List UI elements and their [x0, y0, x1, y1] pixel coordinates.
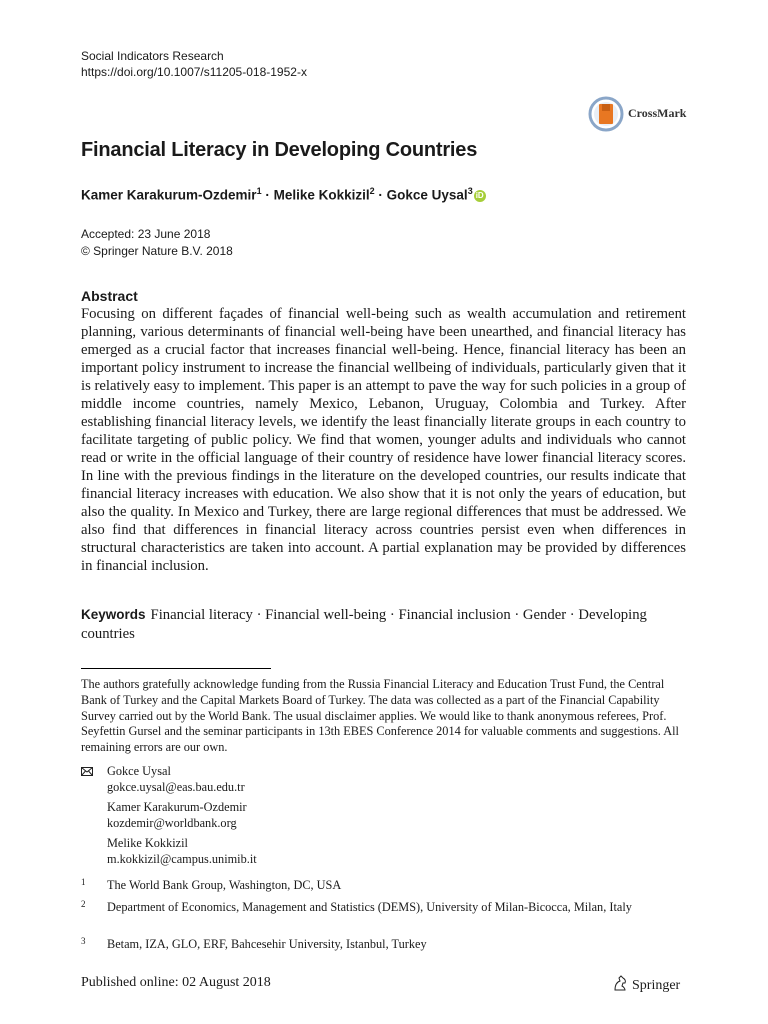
envelope-icon	[81, 767, 93, 776]
doi-link[interactable]: https://doi.org/10.1007/s11205-018-1952-x	[81, 65, 307, 79]
accepted-date: Accepted: 23 June 2018	[81, 227, 211, 241]
author-separator: ·	[374, 187, 387, 203]
journal-name: Social Indicators Research	[81, 49, 224, 63]
author-name[interactable]: Melike Kokkizil	[273, 187, 370, 203]
author-affil-ref: 2	[369, 186, 375, 196]
contact-entry	[107, 836, 257, 867]
contact-name: Melike Kokkizil	[107, 836, 188, 850]
contact-email[interactable]: gokce.uysal@eas.bau.edu.tr	[107, 779, 245, 794]
affiliation-number: 3	[81, 936, 86, 946]
journal-header	[81, 48, 307, 80]
affiliation-number: 2	[81, 899, 86, 909]
publisher-logo	[612, 975, 680, 994]
copyright-notice: © Springer Nature B.V. 2018	[81, 244, 233, 258]
keywords-list: Financial literacy · Financial well-being · Financial inclusion · Gender · Developing countries	[81, 607, 647, 642]
abstract-text: Focusing on different façades of financial well-being such as wealth accumulation and retirement planning, various determinants of financial well-being have been unearthed, and financial literacy has emerged as a crucial factor that increases financial well-being. Hence, financial literacy has been an important policy instrument to increase the financial wellbeing of individuals, particularly given that it is relatively easy to implement. This paper is an attempt to pave the way for such policies in a group of middle income countries, namely Mexico, Lebanon, Uruguay, Colombia and Turkey. After establishing financial literacy levels, we identify the least financially literate groups in each country to facilitate targeting of public policy. We find that women, younger adults and individuals who cannot read or write in the official language of their country of residence have lower financial literacy scores. In line with the previous findings in the literature on the developed countries, our results indicate that financial literacy increases with education. We also show that it is not only the years of education, but also the quality. In Mexico and Turkey, there are large regional differences that must be addressed. We also find that differences in financial literacy across countries persist even when differences in structural characteristics are taken into account. A partial explanation may be provided by differences in financial inclusion.	[81, 306, 686, 574]
crossmark-icon	[588, 96, 624, 132]
affiliation-text: Department of Economics, Management and Statistics (DEMS), University of Milan-Bicocca, Milan, Italy	[107, 900, 632, 914]
keywords	[81, 606, 686, 643]
article-dates	[81, 226, 233, 260]
author-list	[81, 186, 486, 203]
crossmark-badge[interactable]	[588, 96, 718, 132]
article-title: Financial Literacy in Developing Countries	[81, 139, 478, 161]
author-separator: ·	[261, 187, 274, 203]
affiliation-number: 1	[81, 877, 86, 887]
footnote-divider	[81, 668, 271, 669]
author-name[interactable]: Kamer Karakurum-Ozdemir	[81, 187, 257, 203]
acknowledgement-footnote: The authors gratefully acknowledge funding from the Russia Financial Literacy and Education Trust Fund, the Central Bank of Turkey and the Capital Markets Board of Turkey. The data was collected as a part of the Financial Capability Survey carried out by the World Bank. The usual disclaimer applies. We would like to thank anonymous referees, Prof. Seyfettin Gursel and the seminar participants in 13th EBES Conference 2014 for valuable comments and suggestions. All remaining errors are our own.	[81, 677, 679, 755]
springer-horse-icon	[612, 975, 628, 992]
contact-name: Kamer Karakurum-Ozdemir	[107, 800, 247, 814]
crossmark-label: CrossMark	[628, 106, 687, 120]
keywords-label: Keywords	[81, 607, 146, 622]
contact-name: Gokce Uysal	[107, 764, 171, 778]
contact-entry	[107, 764, 245, 795]
publisher-name: Springer	[632, 978, 681, 993]
published-date: Published online: 02 August 2018	[81, 975, 271, 990]
author-name[interactable]: Gokce Uysal	[386, 187, 468, 203]
author-affil-ref: 3	[467, 186, 473, 196]
orcid-icon[interactable]: iD	[475, 190, 484, 200]
contact-email[interactable]: m.kokkizil@campus.unimib.it	[107, 851, 257, 866]
contact-email[interactable]: kozdemir@worldbank.org	[107, 815, 237, 830]
contact-entry	[107, 800, 247, 831]
abstract-heading: Abstract	[81, 288, 138, 304]
affiliation-text: Betam, IZA, GLO, ERF, Bahcesehir University, Istanbul, Turkey	[107, 937, 427, 951]
affiliation-text: The World Bank Group, Washington, DC, USA	[107, 878, 342, 892]
author-affil-ref: 1	[256, 186, 262, 196]
